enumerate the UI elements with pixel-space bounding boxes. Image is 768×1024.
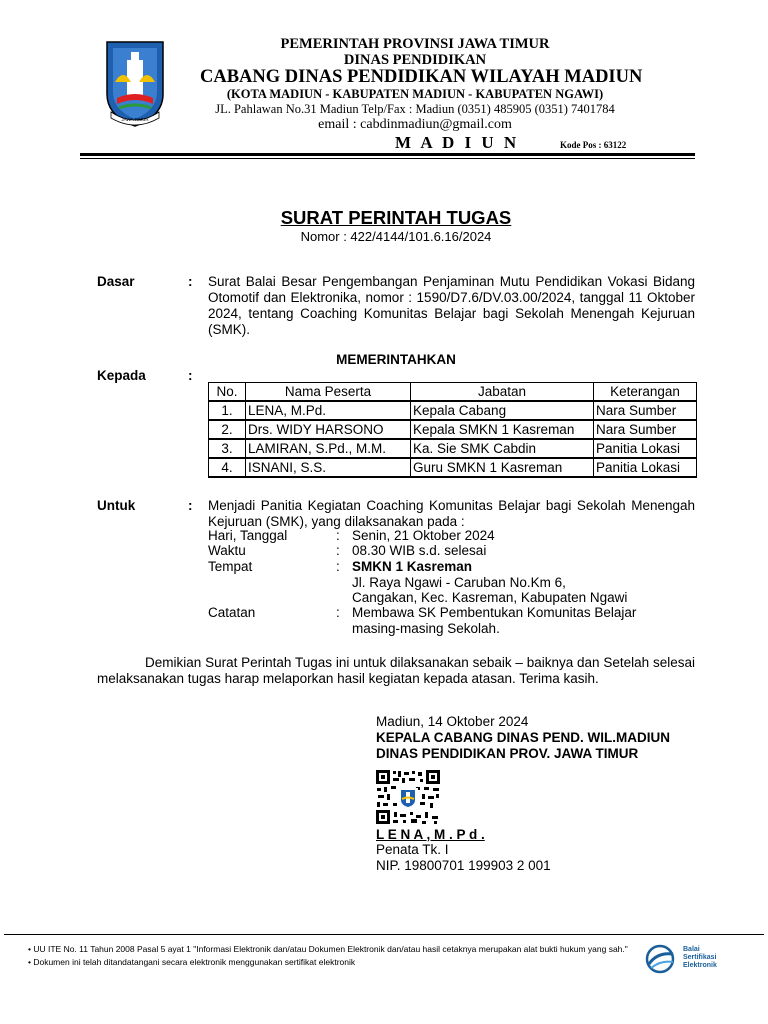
- kop-address: JL. Pahlawan No.31 Madiun Telp/Fax : Madiun (0351) 485905 (0351) 7401784: [215, 102, 615, 116]
- footer-rule: [4, 934, 764, 935]
- table-row: [209, 401, 697, 420]
- catatan-line-2: masing-masing Sekolah.: [352, 621, 500, 636]
- cell-nama: LAMIRAN, S.Pd., M.M.: [246, 439, 411, 458]
- letterhead-rule-thick: [80, 153, 695, 156]
- cell-no: 1.: [209, 401, 246, 420]
- tempat-value: SMKN 1 Kasreman: [352, 559, 473, 574]
- cell-no: 3.: [209, 439, 246, 458]
- catatan-line-1: Membawa SK Pembentukan Komunitas Belajar: [352, 605, 637, 620]
- col-header-nama: Nama Peserta: [246, 383, 411, 402]
- cell-keterangan: Panitia Lokasi: [594, 439, 697, 458]
- kop-city: M A D I U N: [395, 133, 520, 152]
- cell-nama: Drs. WIDY HARSONO: [246, 420, 411, 439]
- kop-line-1: PEMERINTAH PROVINSI JAWA TIMUR: [280, 36, 550, 52]
- signatory-rank: Penata Tk. I: [376, 842, 449, 857]
- bsre-logo-icon: [643, 944, 679, 974]
- document-number: Nomor : 422/4144/101.6.16/2024: [300, 229, 492, 244]
- col-header-keterangan: Keterangan: [594, 383, 697, 402]
- qr-code-signature: [376, 770, 440, 824]
- kop-kode-pos: Kode Pos : 63122: [560, 140, 627, 150]
- kop-line-4: (KOTA MADIUN - KABUPATEN MADIUN - KABUPATEN NGAWI): [226, 87, 604, 101]
- letterhead-rule-thin: [80, 158, 695, 159]
- kop-email: email : cabdinmadiun@gmail.com: [318, 117, 512, 132]
- table-row: [209, 439, 697, 458]
- bsre-label: [683, 946, 717, 970]
- jawa-timur-logo: [103, 38, 167, 128]
- cell-no: 2.: [209, 420, 246, 439]
- table-header-row: [209, 383, 697, 402]
- table-row: [209, 420, 697, 439]
- hari-label: Hari, Tanggal: [208, 528, 288, 543]
- kop-line-2: DINAS PENDIDIKAN: [343, 52, 487, 68]
- catatan-label: Catatan: [208, 605, 256, 620]
- col-header-no: No.: [209, 383, 246, 402]
- untuk-colon: :: [188, 498, 193, 513]
- footnote-esign: • Dokumen ini telah ditandatangani secara elektronik menggunakan sertifikat elektronik: [28, 957, 356, 967]
- document-title: SURAT PERINTAH TUGAS: [280, 207, 512, 228]
- col-header-jabatan: Jabatan: [411, 383, 594, 402]
- logo-ribbon-text: JAWA TIMUR: [121, 117, 149, 122]
- tempat-label: Tempat: [208, 559, 253, 574]
- dasar-label: Dasar: [97, 274, 135, 289]
- untuk-text: Menjadi Panitia Kegiatan Coaching Komunitas Belajar bagi Sekolah Menengah Kejuruan (SMK), yang dilaksanakan pada :: [208, 498, 695, 529]
- closing-paragraph: Demikian Surat Perintah Tugas ini untuk dilaksanakan sebaik – baiknya dan Setelah selesai melaksanakan tugas harap melaporkan hasil kegiatan kepada atasan. Terima kasih.: [97, 655, 695, 686]
- kop-line-3: CABANG DINAS PENDIDIKAN WILAYAH MADIUN: [200, 67, 643, 87]
- hari-value: Senin, 21 Oktober 2024: [352, 528, 495, 543]
- signatory-nip: NIP. 19800701 199903 2 001: [376, 858, 551, 873]
- signature-position-1: KEPALA CABANG DINAS PEND. WIL.MADIUN: [376, 730, 670, 745]
- tempat-colon: :: [336, 559, 340, 574]
- cell-keterangan: Panitia Lokasi: [594, 458, 697, 477]
- footnote-uu-ite-text: UU ITE No. 11 Tahun 2008 Pasal 5 ayat 1 "Informasi Elektronik dan/atau Dokumen Elektronik dan/atau hasil cetaknya merupakan alat bukti hukum yang sah.": [33, 944, 628, 954]
- footnote-uu-ite: • UU ITE No. 11 Tahun 2008 Pasal 5 ayat 1 "Informasi Elektronik dan/atau Dokumen Elektronik dan/atau hasil cetaknya merupakan alat bukti hukum yang sah.": [28, 944, 628, 954]
- cell-jabatan: Kepala Cabang: [411, 401, 594, 420]
- untuk-label: Untuk: [97, 498, 136, 513]
- tempat-address-2: Cangakan, Kec. Kasreman, Kabupaten Ngawi: [352, 590, 628, 605]
- waktu-value: 08.30 WIB s.d. selesai: [352, 543, 487, 558]
- tempat-address-1: Jl. Raya Ngawi - Caruban No.Km 6,: [352, 575, 566, 590]
- catatan-colon: :: [336, 605, 340, 620]
- bsre-line-2: Sertifikasi: [683, 954, 717, 961]
- kepada-colon: :: [188, 368, 193, 383]
- dasar-text: Surat Balai Besar Pengembangan Penjaminan Mutu Pendidikan Vokasi Bidang Otomotif dan Elektronika, nomor : 1590/D7.6/DV.03.00/2024, tanggal 11 Oktober 2024, tentang Coaching Komunitas Belajar bagi Sekolah Menengah Kejuruan (SMK).: [208, 274, 695, 337]
- cell-nama: ISNANI, S.S.: [246, 458, 411, 477]
- cell-nama: LENA, M.Pd.: [246, 401, 411, 420]
- memerintahkan-heading: MEMERINTAHKAN: [336, 352, 456, 367]
- signature-position-2: DINAS PENDIDIKAN PROV. JAWA TIMUR: [376, 746, 639, 761]
- dasar-colon: :: [188, 274, 193, 289]
- cell-jabatan: Kepala SMKN 1 Kasreman: [411, 420, 594, 439]
- signatory-name: L E N A , M . P d .: [376, 827, 485, 842]
- cell-jabatan: Guru SMKN 1 Kasreman: [411, 458, 594, 477]
- bsre-line-1: Balai: [683, 946, 700, 953]
- cell-keterangan: Nara Sumber: [594, 420, 697, 439]
- signature-place-date: Madiun, 14 Oktober 2024: [376, 714, 529, 729]
- waktu-colon: :: [336, 543, 340, 558]
- hari-colon: :: [336, 528, 340, 543]
- bsre-line-3: Elektronik: [683, 962, 717, 969]
- cell-keterangan: Nara Sumber: [594, 401, 697, 420]
- kepada-label: Kepada: [97, 368, 146, 383]
- table-row: [209, 458, 697, 477]
- waktu-label: Waktu: [208, 543, 246, 558]
- footnote-esign-text: Dokumen ini telah ditandatangani secara elektronik menggunakan sertifikat elektronik: [33, 957, 356, 967]
- cell-no: 4.: [209, 458, 246, 477]
- cell-jabatan: Ka. Sie SMK Cabdin: [411, 439, 594, 458]
- participant-table: [208, 382, 697, 478]
